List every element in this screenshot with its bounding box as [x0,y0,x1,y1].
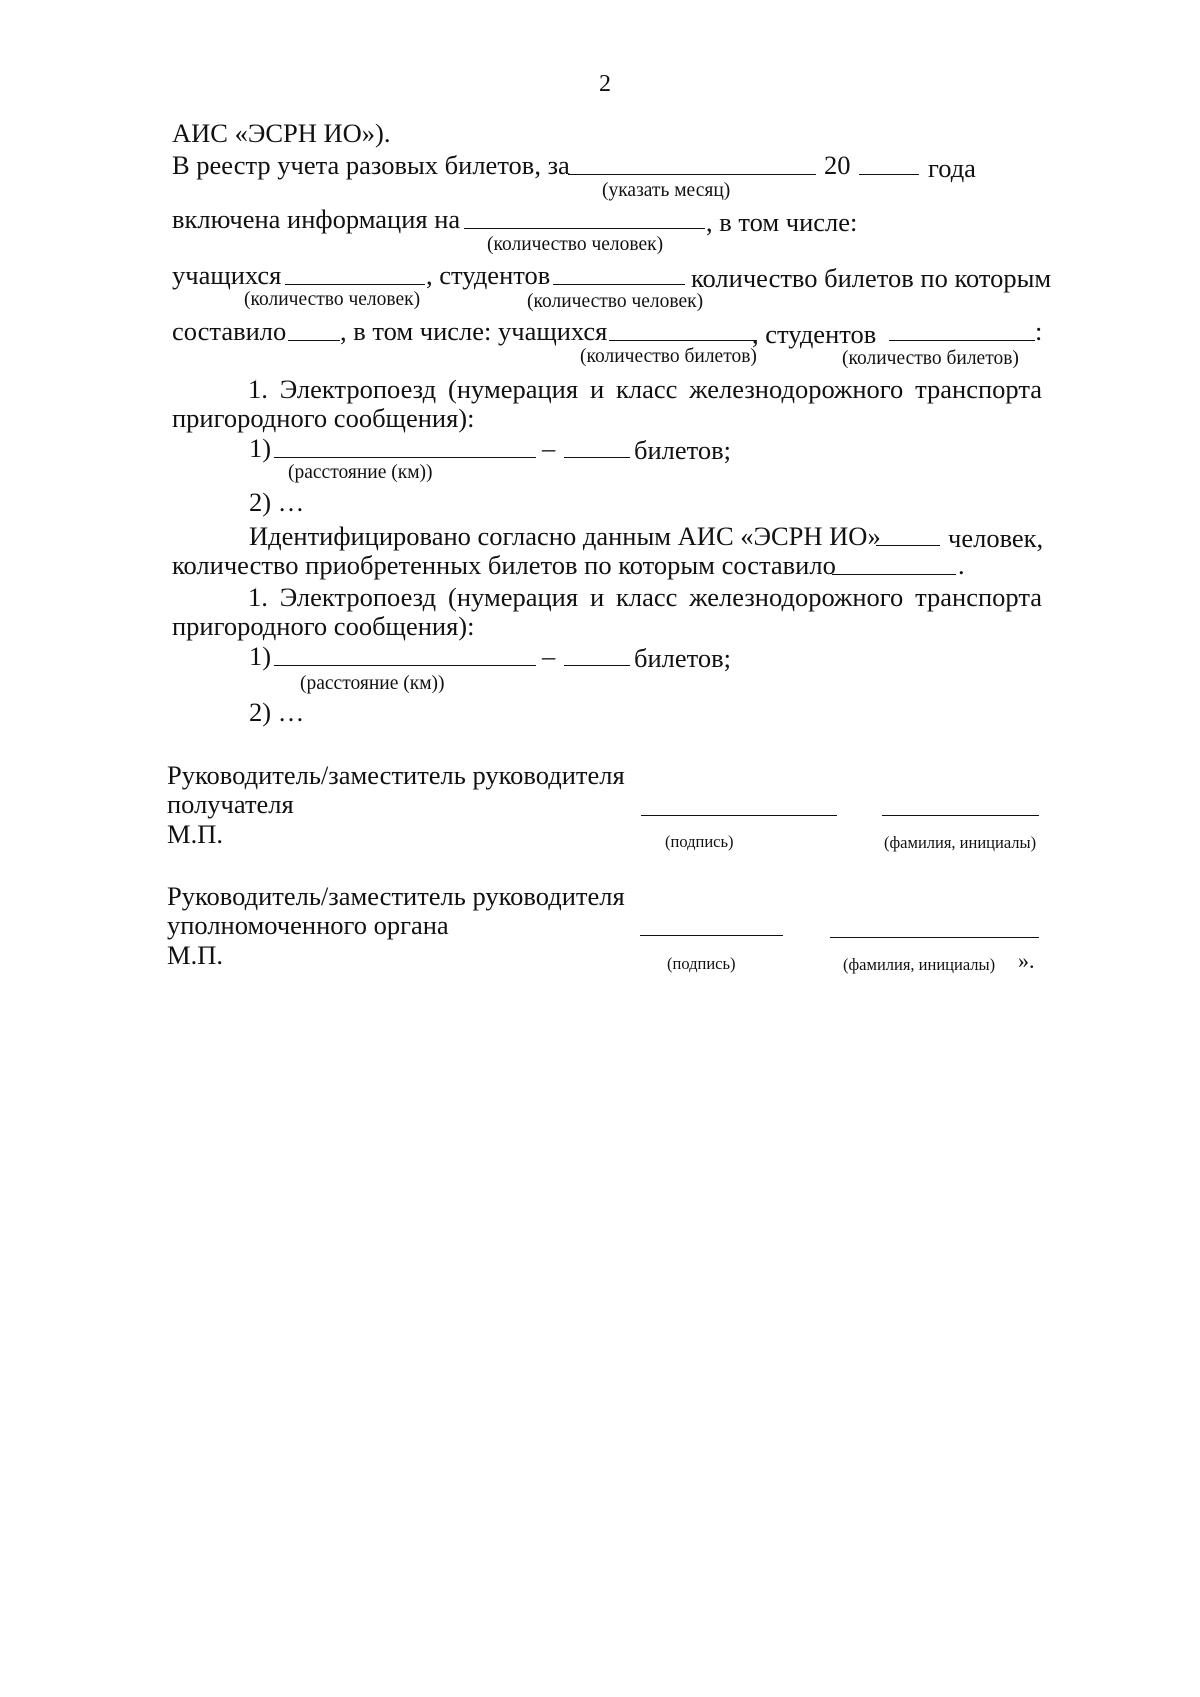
signature-2-sign-line[interactable] [640,935,783,936]
signature-1-name-hint: (фамилия, инициалы) [884,833,1037,852]
year-blank[interactable] [859,174,919,175]
students-count-blank[interactable] [553,284,685,285]
text-line-5a: составило [172,316,287,346]
distance-blank-1[interactable] [274,457,536,458]
text-line-2a: В реестр учета разовых билетов, за [172,150,570,180]
text-line-5c: , студентов [752,319,877,349]
page-number: 2 [599,71,611,97]
text-line-4c: количество билетов по которым [691,263,1052,293]
hint-distance-1: (расстояние (км)) [288,462,433,483]
people-count-blank[interactable] [464,228,705,229]
text-line-5b: , в том числе: учащихся [340,316,608,346]
paragraph-1-line-2: пригородного сообщения): [172,403,475,433]
tickets-total-blank[interactable] [288,340,340,341]
distance-blank-2[interactable] [274,665,536,666]
identified-line-2: количество приобретенных билетов по которым составило [172,550,836,580]
signature-1-sign-hint: (подпись) [665,832,734,851]
signature-2-title-1: Руководитель/заместитель руководителя [167,881,625,911]
paragraph-1-item-1: 1) [249,433,272,463]
closing-quote: ». [1018,948,1035,973]
paragraph-2-line-1: 1. Электропоезд (нумерация и класс железнодорожного транспорта [248,582,1042,612]
paragraph-2-dash: – [542,641,556,671]
text-line-2b: 20 [824,150,851,180]
paragraph-2-line-2: пригородного сообщения): [172,611,475,641]
paragraph-1-tickets: билетов; [634,435,732,465]
identified-line-1: Идентифицировано согласно данным АИС «ЭСРН ИО» [249,521,881,551]
pupils-tickets-blank[interactable] [609,340,757,341]
text-line-1: АИС «ЭСРН ИО»). [172,118,391,148]
paragraph-2-item-1: 1) [249,641,272,671]
text-line-3b: , в том числе: [706,207,858,237]
paragraph-2-tickets: билетов; [634,643,732,673]
hint-students-count: (количество человек) [527,291,704,312]
month-blank[interactable] [568,174,816,175]
paragraph-1-dash: – [542,433,556,463]
text-line-5d: : [1035,316,1043,346]
signature-1-stamp: М.П. [167,819,223,849]
tickets-blank-1[interactable] [564,457,630,458]
hint-people-count: (количество человек) [487,234,664,255]
signature-2-title-2: уполномоченного органа [167,910,449,940]
hint-students-tickets: (количество билетов) [842,348,1019,369]
identified-line-1-end: человек, [948,523,1044,553]
hint-distance-2: (расстояние (км)) [300,673,445,694]
paragraph-1-item-2: 2) … [249,487,305,517]
identified-line-2-end: . [958,550,965,580]
signature-2-name-hint: (фамилия, инициалы) [843,955,996,974]
signature-1-title-2: получателя [167,789,294,819]
text-line-3a: включена информация на [172,204,461,234]
tickets-blank-2[interactable] [564,665,630,666]
identified-tickets-blank[interactable] [832,574,956,575]
identified-people-blank[interactable] [876,545,940,546]
signature-2-name-line[interactable] [830,937,1039,938]
hint-month: (указать месяц) [602,180,731,201]
hint-pupils-count: (количество человек) [244,289,421,310]
signature-1-title-1: Руководитель/заместитель руководителя [167,760,625,790]
signature-2-stamp: М.П. [167,940,223,970]
text-line-2c: года [928,153,976,183]
text-line-4b: , студентов [426,260,551,290]
students-tickets-blank[interactable] [889,340,1035,341]
signature-1-name-line[interactable] [882,815,1039,816]
pupils-count-blank[interactable] [285,284,425,285]
signature-2-sign-hint: (подпись) [667,954,736,973]
signature-1-sign-line[interactable] [641,815,837,816]
paragraph-1-line-1: 1. Электропоезд (нумерация и класс железнодорожного транспорта [248,374,1042,404]
paragraph-2-item-2: 2) … [249,697,305,727]
hint-pupils-tickets: (количество билетов) [580,346,757,367]
text-line-4a: учащихся [172,260,282,290]
